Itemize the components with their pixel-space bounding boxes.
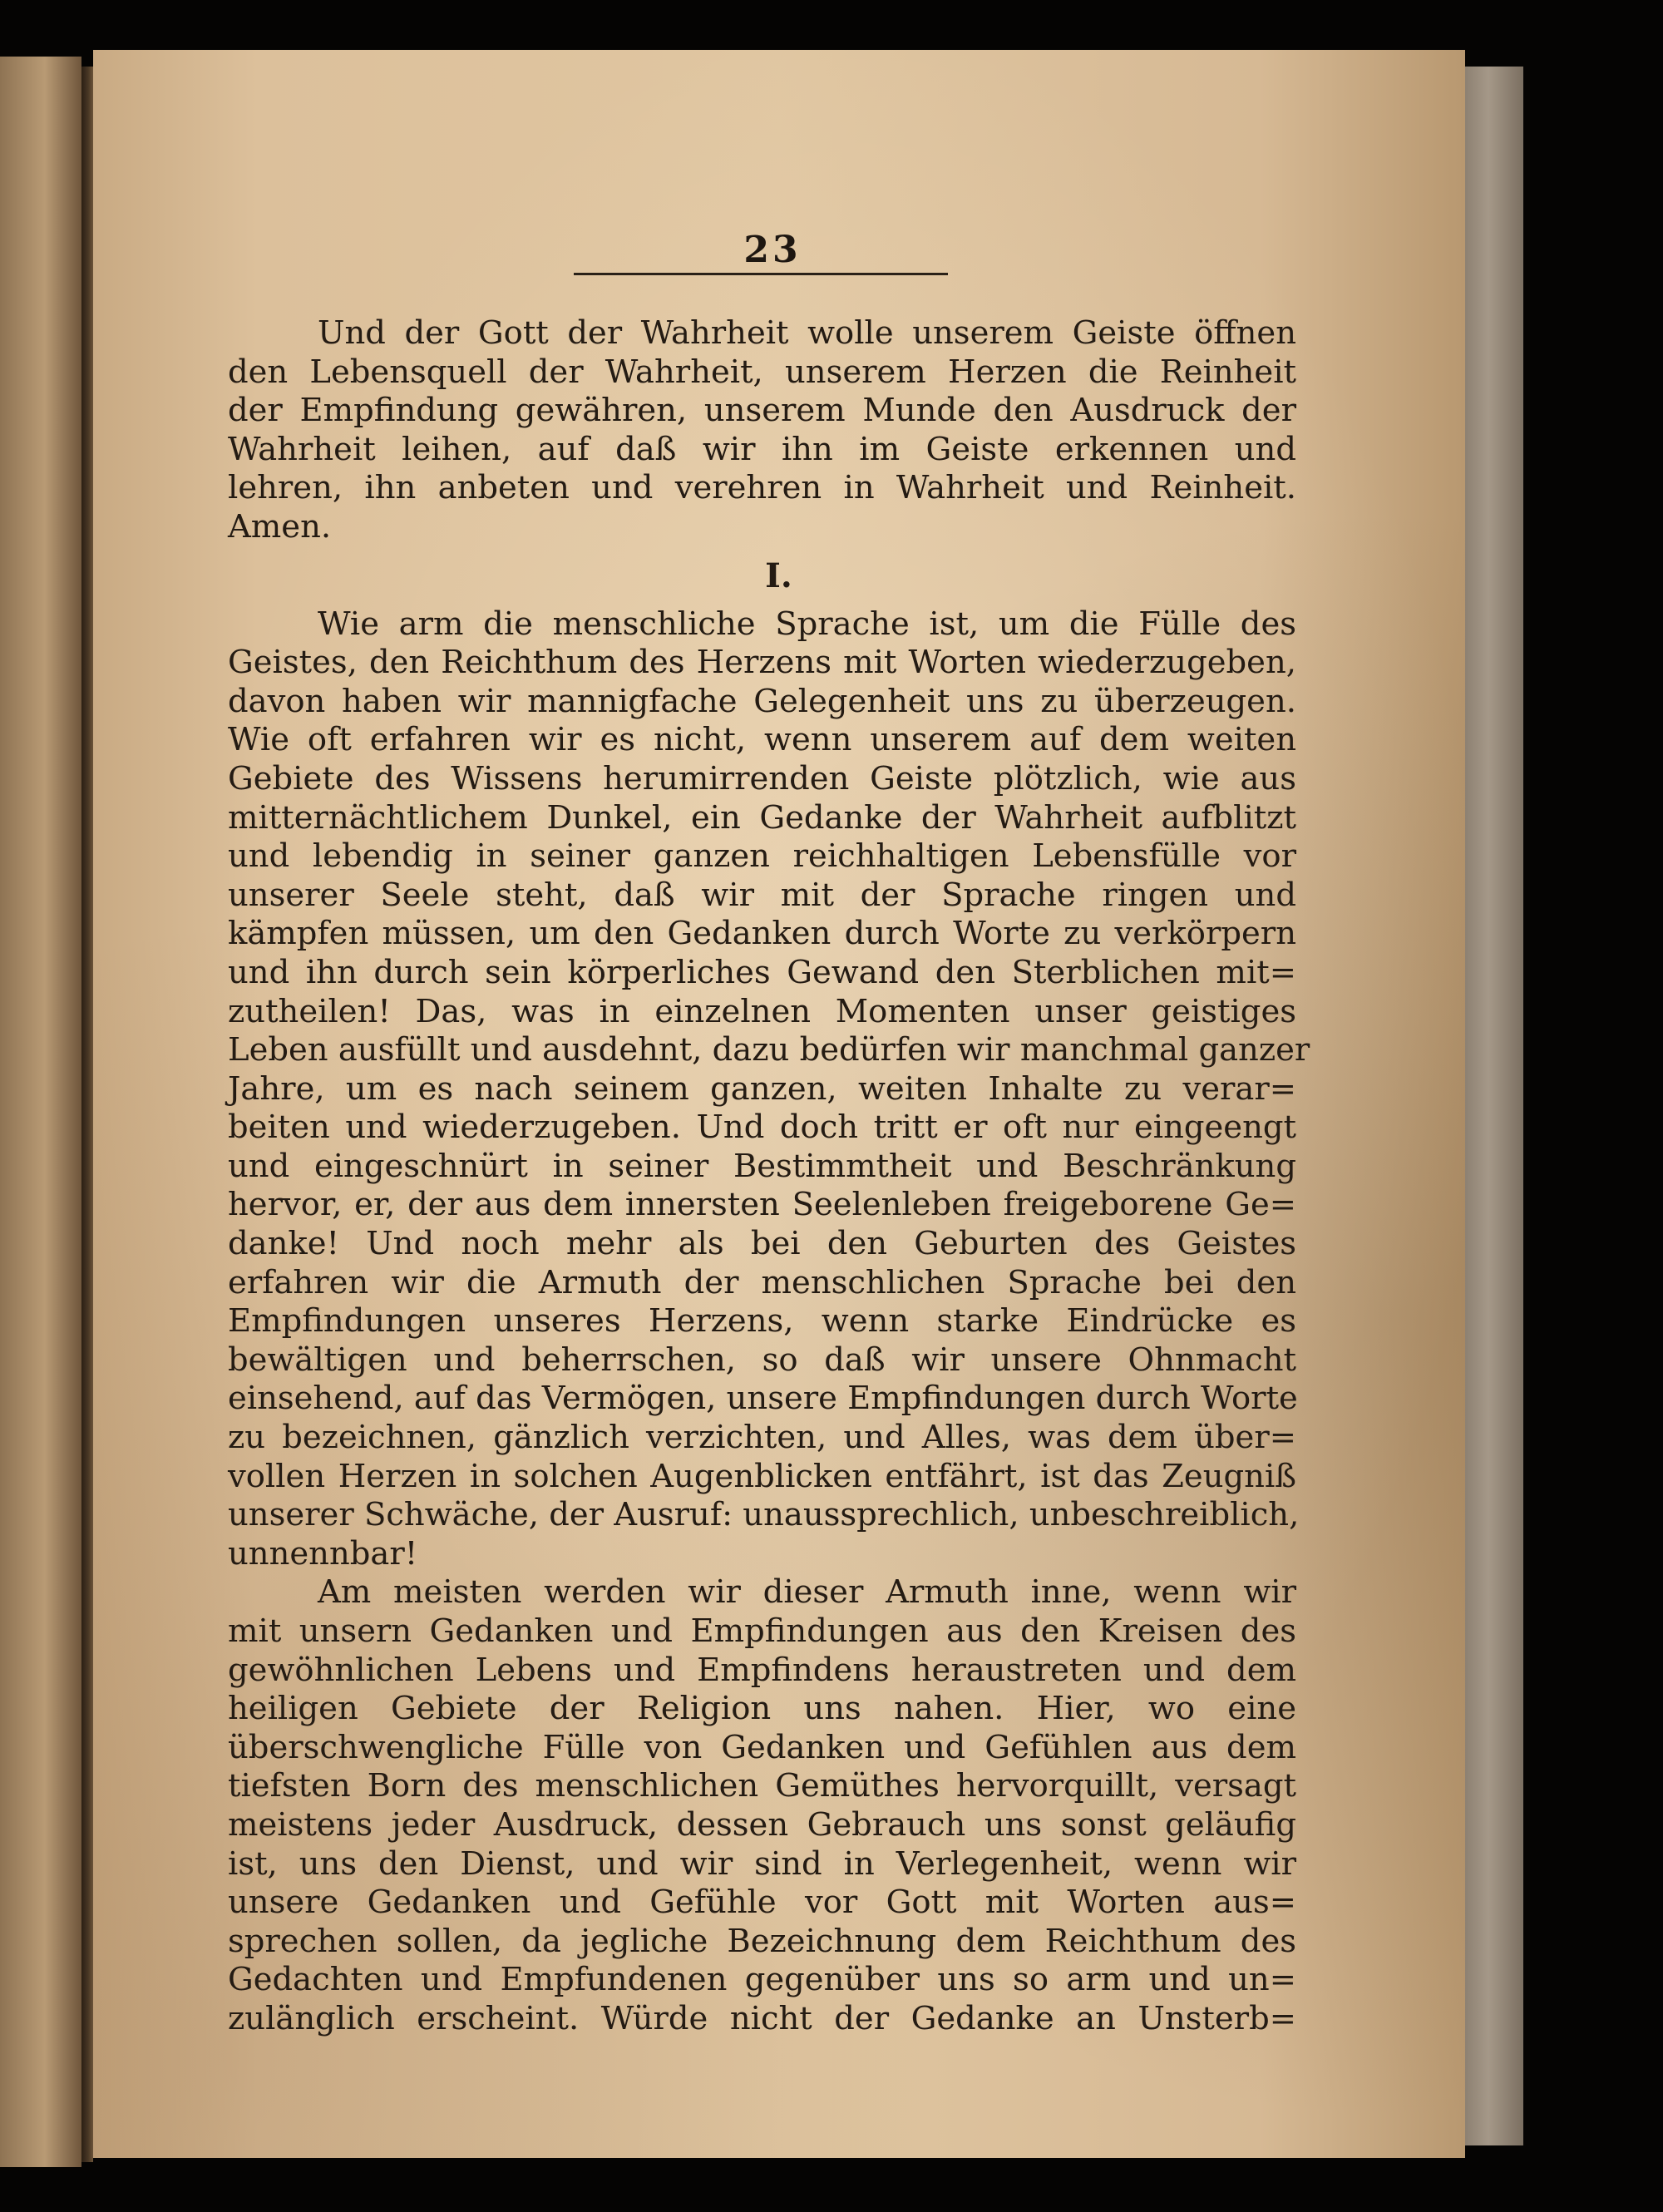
text-line: Jahre, um es nach seinem ganzen, weiten Inhalte zu verar=	[228, 1069, 1296, 1108]
text-line: Wie arm die menschliche Sprache ist, um die Fülle des	[318, 605, 1296, 643]
text-line: Geistes, den Reichthum des Herzens mit Worten wiederzugeben,	[228, 644, 1296, 682]
intro-paragraph	[228, 314, 1296, 547]
text-line: lehren, ihn anbeten und verehren in Wahrheit und Reinheit.	[228, 469, 1296, 507]
paragraph-2	[228, 1573, 1296, 2038]
text-line: Wahrheit leihen, auf daß wir ihn im Geiste erkennen und	[228, 430, 1296, 468]
text-line: der Empfindung gewähren, unserem Munde den Ausdruck der	[228, 392, 1296, 430]
text-line: einsehend, auf das Vermögen, unsere Empfindungen durch Worte	[228, 1380, 1298, 1418]
text-line: danke! Und noch mehr als bei den Geburten des Geistes	[228, 1225, 1296, 1263]
text-line: unnennbar!	[228, 1534, 418, 1573]
text-line: Empfindungen unseres Herzens, wenn starke Eindrücke es	[228, 1302, 1296, 1341]
text-line: und ihn durch sein körperliches Gewand den Sterblichen mit=	[228, 953, 1296, 991]
text-line: den Lebensquell der Wahrheit, unserem Herzen die Reinheit	[228, 353, 1296, 391]
text-line: kämpfen müssen, um den Gedanken durch Worte zu verkörpern	[228, 915, 1296, 953]
text-line: Leben ausfüllt und ausdehnt, dazu bedürfen wir manchmal ganzer	[228, 1031, 1310, 1069]
text-line: ist, uns den Dienst, und wir sind in Verlegenheit, wenn wir	[228, 1844, 1296, 1883]
text-line: beiten und wiederzugeben. Und doch tritt er oft nur eingeengt	[228, 1108, 1296, 1147]
page-fore-edge	[1465, 67, 1523, 2145]
book-gutter	[81, 67, 93, 2162]
text-line: Amen.	[228, 507, 332, 546]
text-line: vollen Herzen in solchen Augenblicken entfährt, ist das Zeugniß	[228, 1457, 1296, 1495]
section-numeral: I.	[765, 555, 792, 595]
text-line: zu bezeichnen, gänzlich verzichten, und Alles, was dem über=	[228, 1419, 1296, 1457]
text-line: Gebiete des Wissens herumirrenden Geiste plötzlich, wie aus	[228, 759, 1296, 797]
text-line: bewältigen und beherrschen, so daß wir unsere Ohnmacht	[228, 1341, 1296, 1379]
paragraph-1	[228, 605, 1310, 1574]
text-line: und eingeschnürt in seiner Bestimmtheit und Beschränkung	[228, 1147, 1296, 1185]
text-line: gewöhnlichen Lebens und Empfindens heraustreten und dem	[228, 1651, 1296, 1689]
text-line: sprechen sollen, da jegliche Bezeichnung dem Reichthum des	[228, 1922, 1296, 1960]
book-page	[93, 50, 1465, 2158]
text-line: Wie oft erfahren wir es nicht, wenn unserem auf dem weiten	[228, 721, 1296, 759]
text-line: mitternächtlichem Dunkel, ein Gedanke der Wahrheit aufblitzt	[228, 798, 1296, 837]
text-line: Am meisten werden wir dieser Armuth inne, wenn wir	[318, 1573, 1296, 1612]
header-rule	[574, 273, 948, 275]
text-line: meistens jeder Ausdruck, dessen Gebrauch uns sonst geläufig	[228, 1805, 1296, 1844]
text-line: heiligen Gebiete der Religion uns nahen. Hier, wo eine	[228, 1690, 1296, 1728]
text-line: überschwengliche Fülle von Gedanken und Gefühlen aus dem	[228, 1728, 1296, 1766]
page-number: 23	[743, 229, 802, 271]
text-line: mit unsern Gedanken und Empfindungen aus den Kreisen des	[228, 1612, 1296, 1650]
text-line: hervor, er, der aus dem innersten Seelenleben freigeborene Ge=	[228, 1186, 1296, 1224]
text-line: und lebendig in seiner ganzen reichhaltigen Lebensfülle vor	[228, 837, 1296, 876]
text-line: erfahren wir die Armuth der menschlichen Sprache bei den	[228, 1263, 1296, 1301]
page-text	[228, 314, 1310, 2039]
text-line: Und der Gott der Wahrheit wolle unserem Geiste öffnen	[318, 314, 1296, 352]
text-line: davon haben wir mannigfache Gelegenheit uns zu überzeugen.	[228, 682, 1296, 720]
text-line: zutheilen! Das, was in einzelnen Momenten unser geistiges	[228, 992, 1296, 1030]
left-page-edge	[0, 57, 81, 2167]
text-line: unserer Seele steht, daß wir mit der Sprache ringen und	[228, 876, 1296, 914]
text-line: unserer Schwäche, der Ausruf: unaussprechlich, unbeschreiblich,	[228, 1496, 1300, 1534]
text-line: Gedachten und Empfundenen gegenüber uns so arm und un=	[228, 1961, 1296, 1999]
text-line: tiefsten Born des menschlichen Gemüthes hervorquillt, versagt	[228, 1767, 1296, 1805]
text-line: zulänglich erscheint. Würde nicht der Gedanke an Unsterb=	[228, 1999, 1296, 2037]
text-line: unsere Gedanken und Gefühle vor Gott mit Worten aus=	[228, 1884, 1296, 1922]
